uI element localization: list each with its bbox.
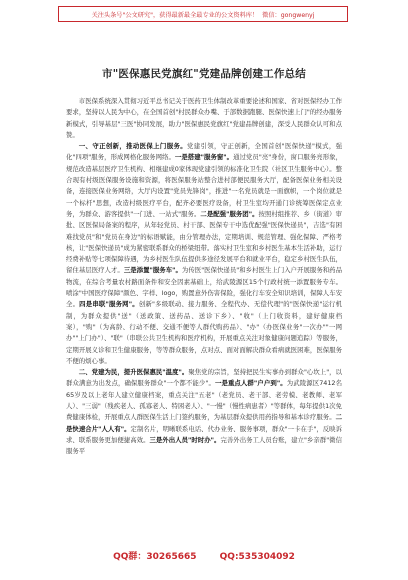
paragraph-text: 定制名片，明晰联系电话、代办业务、服务事项，群众"一卡在手"，反映诉求、联系服务更加便捷高效。 bbox=[66, 424, 342, 444]
section-heading: 二、党建为民，提升医保惠民"温度"。 bbox=[78, 368, 189, 377]
paragraph-text: 完善外出务工人员台账，建立"乡亲群"微信服务平 bbox=[66, 435, 342, 456]
qq-number-label: QQ:535304092 bbox=[219, 552, 295, 562]
paragraph-text: 为武陵源区7412名65岁及以上老年人建立健康档案，重点关注"五老"（老党员、老干部、老劳模、老教师、老军人）、"三弱"（残疾老人、孤寡老人、特困老人）、"一慢"（慢性病患者）"等群体，每年提供1次免费健康体检，开展重点人群医保生活上门签约服务，为基层群众提供用药指导和基本诊疗服务。 bbox=[66, 379, 342, 422]
section-heading: 四是串联"服务网"。 bbox=[79, 300, 139, 309]
section-heading: 一是重点人群"户户到"。 bbox=[214, 379, 287, 388]
paragraph-text: 通过党员"亮"身份，窗口服务亮形象，规范改造基层医疗卫生机构、相继建成0家体现党建引领的标准化卫生院（社区卫生服务中心）。整合现有村级医保服务设施和资源，将医保服务站整合进村部便民服务大厅，配备医保业务相关设备，连接医保业务网络，大厅内设置"党员先锋岗"，推进"一名党员就是一面旗帜，一个岗位就是一个标杆"思想，改造村级医疗平台，配齐必要医疗设备，村卫生室均开通门诊统筹医保定点业务，为群众、游客提供"一门进、一站式"服务。 bbox=[66, 153, 342, 218]
body-paragraph bbox=[66, 367, 342, 457]
qq-group-label: QQ群：30265665 bbox=[113, 552, 197, 562]
section-heading: 一是搭建"服务窗"。 bbox=[174, 153, 234, 162]
document-body bbox=[66, 96, 342, 532]
promo-banner-wechat: 微信：gongwenyj bbox=[262, 11, 315, 19]
section-heading: 一、守正创新，推动医保上门服务。 bbox=[78, 142, 187, 151]
paragraph-text: 创新"多级联动、接力服务、全程代办、无偿代理"的"医保快递"运行机制，为群众提供"送"（送政策、送药品、送诊下乡）、"收"（上门收资料，建好健康档案），"购"（为高龄、行动不便、交通不便等人群代购药品）、"办"（办医保业务"一次办""一网办""上门办"）、"联"（串联公共卫生机构和医疗机构，开展重点关注对象健康问题追踪）等服务，定期开展义诊和卫生健康服务，等等群众服务，点对点、面对面解决群众看病就医困难，医保服务不便的烦心事。 bbox=[66, 300, 342, 365]
paragraph-text: 按照村组推荐、乡（街道）审批、区医保局备案的程序，从年轻党员、村干部、医保专干中选优配强"医保快递员"，吉选"有困难找党员"和"党员在身边"的标语赋能，由分管理办法，定期培训、规范管理、强化保障、严格考核，让"医保快递员"成为紧密联系群众的桥梁纽带。落实村卫生室和乡村医生基本生活补助，运行经费补贴等七项保障待遇，为乡村医生队伍提供多途径发展平台和就业平台，稳定乡村医生队伍，留住基层医疗人才。 bbox=[66, 209, 342, 275]
section-heading: 三是外出人员"时时办"。 bbox=[149, 435, 221, 444]
body-paragraph bbox=[66, 96, 342, 141]
document-title: 市"医保惠民党旗红"党建品牌创建工作总结 bbox=[102, 68, 306, 80]
section-heading: 二是配强"服务团"。 bbox=[200, 209, 259, 218]
promo-banner-text: 关注头条号"公文研究"，获得最新最全最专业的公文资料库！ bbox=[91, 11, 259, 19]
promo-banner bbox=[58, 6, 348, 22]
paragraph-text: 为传医"医保快递员"和乡村医生上门入户开展服务和药品物流，在综合考量农村路面条件和安全因素基础上，给武陵源区15个行政村统一添置服务专车。喷涂"中国医疗保障"颜色、字样、logo，购置意外伤害保险，强化行车安全知识培训，保障人车安全。 bbox=[66, 266, 342, 309]
body-paragraph bbox=[66, 141, 342, 367]
section-heading: 二是快速合片"人人有"。 bbox=[66, 413, 342, 433]
section-heading: 三是添置"服务车"。 bbox=[123, 266, 182, 275]
contact-footer bbox=[0, 549, 408, 562]
paragraph-text: 党建引领，守正创新，全国首创"医保快递"模式，强化"四项"服务，形成网格化服务网络。 bbox=[66, 142, 342, 162]
paragraph-text: 聚焦党的宗旨，坚持把民生实事办到群众"心坎上"，以群众满意为出发点，确保服务群众"一个都不能少"。 bbox=[66, 368, 342, 388]
paragraph-text: 市医保系统深入贯彻习近平总书记关于医药卫生体制改革重要论述和国家、省对医保经办工作要求，坚持以人民为中心，在全国首创"村民群众办嘴、于部数据跑腿、医保快速上门"的经办服务新模式，引导基层"三医"协同发展，助力"医保惠民党旗红"党建品牌创建，深受人民群众认可和点赞。 bbox=[66, 97, 342, 139]
